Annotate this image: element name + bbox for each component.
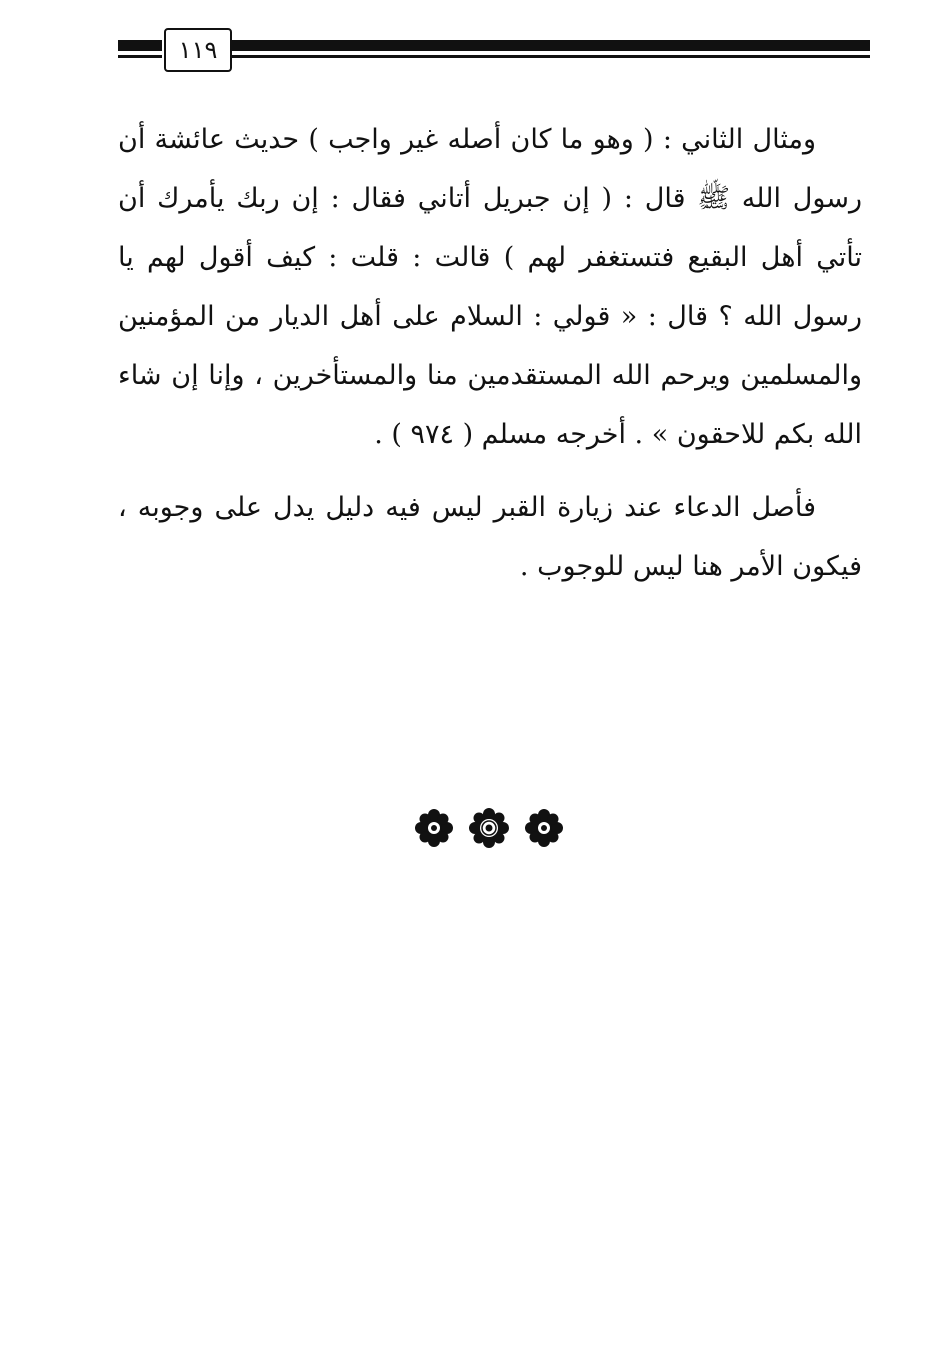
header-rule-thick (118, 40, 162, 51)
page-number: ١١٩ (164, 28, 232, 72)
page-body (118, 110, 862, 596)
header-rule-thin (118, 55, 162, 58)
header-rule-thick (230, 40, 870, 51)
body-paragraph: فأصل الدعاء عند زيارة القبر ليس فيه دليل يدل على وجوبه ، فيكون الأمر هنا ليس للوجوب . (118, 492, 862, 582)
header-rule-left (118, 40, 162, 62)
header-rule-right (230, 40, 870, 62)
rosette-ornament-icon (469, 808, 509, 848)
section-end-ornaments (414, 806, 564, 850)
flower-ornament-icon (414, 808, 454, 848)
header-rule-thin (230, 55, 870, 58)
page-header (118, 28, 870, 72)
flower-ornament-icon (524, 808, 564, 848)
body-paragraph: ومثال الثاني : ( وهو ما كان أصله غير واجب ) حديث عائشة أن رسول الله ﷺ قال : ( إن جبريل أتاني فقال : إن ربك يأمرك أن تأتي أهل البقيع فتستغفر لهم ) قالت : قلت : كيف أقول لهم يا رسول الله ؟ قال : « قولي : السلام على أهل الديار من المؤمنين والمسلمين ويرحم الله المستقدمين منا والمستأخرين ، وإنا إن شاء الله بكم للاحقون » . أخرجه مسلم ( ٩٧٤ ) . (118, 124, 862, 450)
